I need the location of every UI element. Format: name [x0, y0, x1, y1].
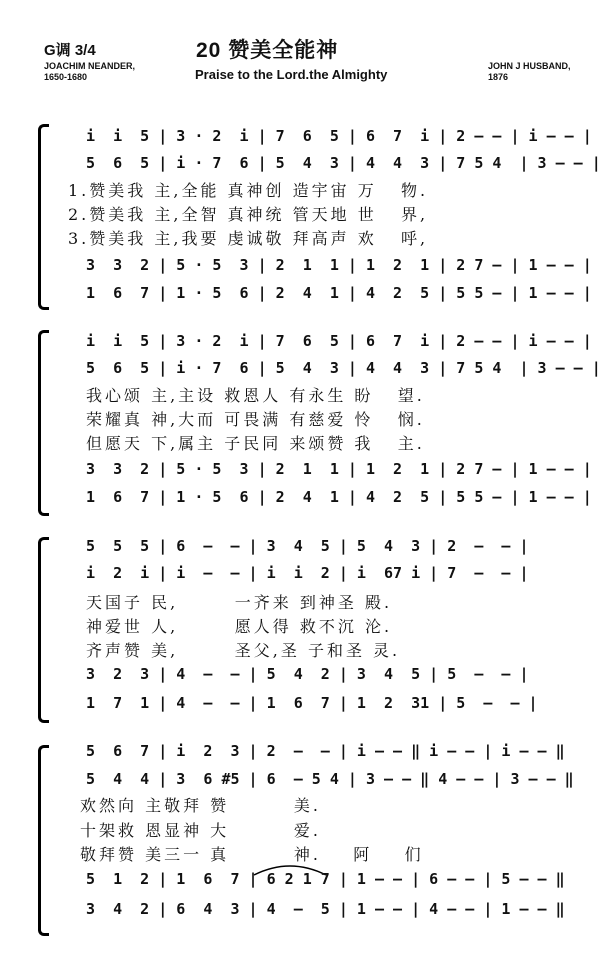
soprano-line: 5 6 7 | i 2 3 | 2 — — | i — — ‖ i — — | i — — ‖: [86, 742, 565, 760]
lyric-verse-1: 天国子 民, 一齐来 到神圣 殿.: [86, 593, 393, 612]
system-brace: [38, 124, 49, 310]
lyric-verse-2: 神爱世 人, 愿人得 救不沉 沦.: [86, 617, 393, 636]
soprano-line: 5 5 5 | 6 — — | 3 4 5 | 5 4 3 | 2 — — |: [86, 537, 529, 555]
lyricist-credit: [44, 61, 135, 83]
lyric-verse-1: 欢然向 主敬拜 赞 美.: [80, 796, 321, 815]
tenor-line: 5 1 2 | 1 6 7 | 6 2 1 7 | 1 — — | 6 — — | 5 — — ‖: [86, 870, 565, 888]
soprano-line: i i 5 | 3 · 2 i | 7 6 5 | 6 7 i | 2 — — | i — — |: [86, 332, 592, 350]
composer-name: JOHN J HUSBAND,: [488, 61, 571, 71]
lyric-verse-2: 2.赞美我 主,全智 真神统 管天地 世 界,: [68, 205, 429, 224]
bass-line: 3 4 2 | 6 4 3 | 4 — 5 | 1 — — | 4 — — | 1 — — ‖: [86, 900, 565, 918]
lyric-verse-1: 1.赞美我 主,全能 真神创 造宇宙 万 物.: [68, 181, 429, 200]
lyric-verse-1: 我心颂 主,主设 救恩人 有永生 盼 望.: [86, 386, 425, 405]
system-brace: [38, 745, 49, 936]
lyricist-years: 1650-1680: [44, 72, 88, 82]
composer-years: 1876: [488, 72, 509, 82]
bass-line: 1 6 7 | 1 · 5 6 | 2 4 1 | 4 2 5 | 5 5 — | 1 — — |: [86, 488, 592, 506]
lyric-verse-3: 但愿天 下,属主 子民同 来颂赞 我 主.: [86, 434, 425, 453]
system-brace: [38, 330, 49, 516]
lyric-verse-3: 齐声赞 美, 圣父,圣 子和圣 灵.: [86, 641, 401, 660]
tenor-line: 3 2 3 | 4 — — | 5 4 2 | 3 4 5 | 5 — — |: [86, 665, 529, 683]
tenor-line: 3 3 2 | 5 · 5 3 | 2 1 1 | 1 2 1 | 2 7 — | 1 — — |: [86, 460, 592, 478]
alto-line: 5 4 4 | 3 6 #5 | 6 — 5 4 | 3 — — ‖ 4 — — | 3 — — ‖: [86, 770, 574, 788]
lyric-verse-2: 荣耀真 神,大而 可畏满 有慈爱 怜 悯.: [86, 410, 425, 429]
alto-line: 5 6 5 | i · 7 6 | 5 4 3 | 4 4 3 | 7 5 4 | 3 — — |: [86, 154, 601, 172]
lyricist-name: JOACHIM NEANDER,: [44, 61, 136, 71]
system-brace: [38, 537, 49, 723]
alto-line: i 2 i | i — — | i i 2 | i 67 i | 7 — — |: [86, 564, 529, 582]
hymn-subtitle: Praise to the Lord.the Almighty: [195, 67, 388, 82]
bass-line: 1 7 1 | 4 — — | 1 6 7 | 1 2 31 | 5 — — |: [86, 694, 538, 712]
tenor-line: 3 3 2 | 5 · 5 3 | 2 1 1 | 1 2 1 | 2 7 — | 1 — — |: [86, 256, 592, 274]
lyric-verse-3: 敬拜赞 美三一 真 神. 阿 们: [80, 845, 424, 864]
bass-line: 1 6 7 | 1 · 5 6 | 2 4 1 | 4 2 5 | 5 5 — | 1 — — |: [86, 284, 592, 302]
hymn-title: 20 赞美全能神: [196, 39, 339, 62]
lyric-verse-2: 十架救 恩显神 大 爱.: [80, 821, 321, 840]
soprano-line: i i 5 | 3 · 2 i | 7 6 5 | 6 7 i | 2 — — | i — — |: [86, 127, 592, 145]
key-signature: G调 3/4: [44, 42, 96, 59]
composer-credit: [488, 61, 571, 83]
alto-line: 5 6 5 | i · 7 6 | 5 4 3 | 4 4 3 | 7 5 4 | 3 — — |: [86, 359, 601, 377]
lyric-verse-3: 3.赞美我 主,我要 虔诚敬 拜高声 欢 呼,: [68, 229, 429, 248]
